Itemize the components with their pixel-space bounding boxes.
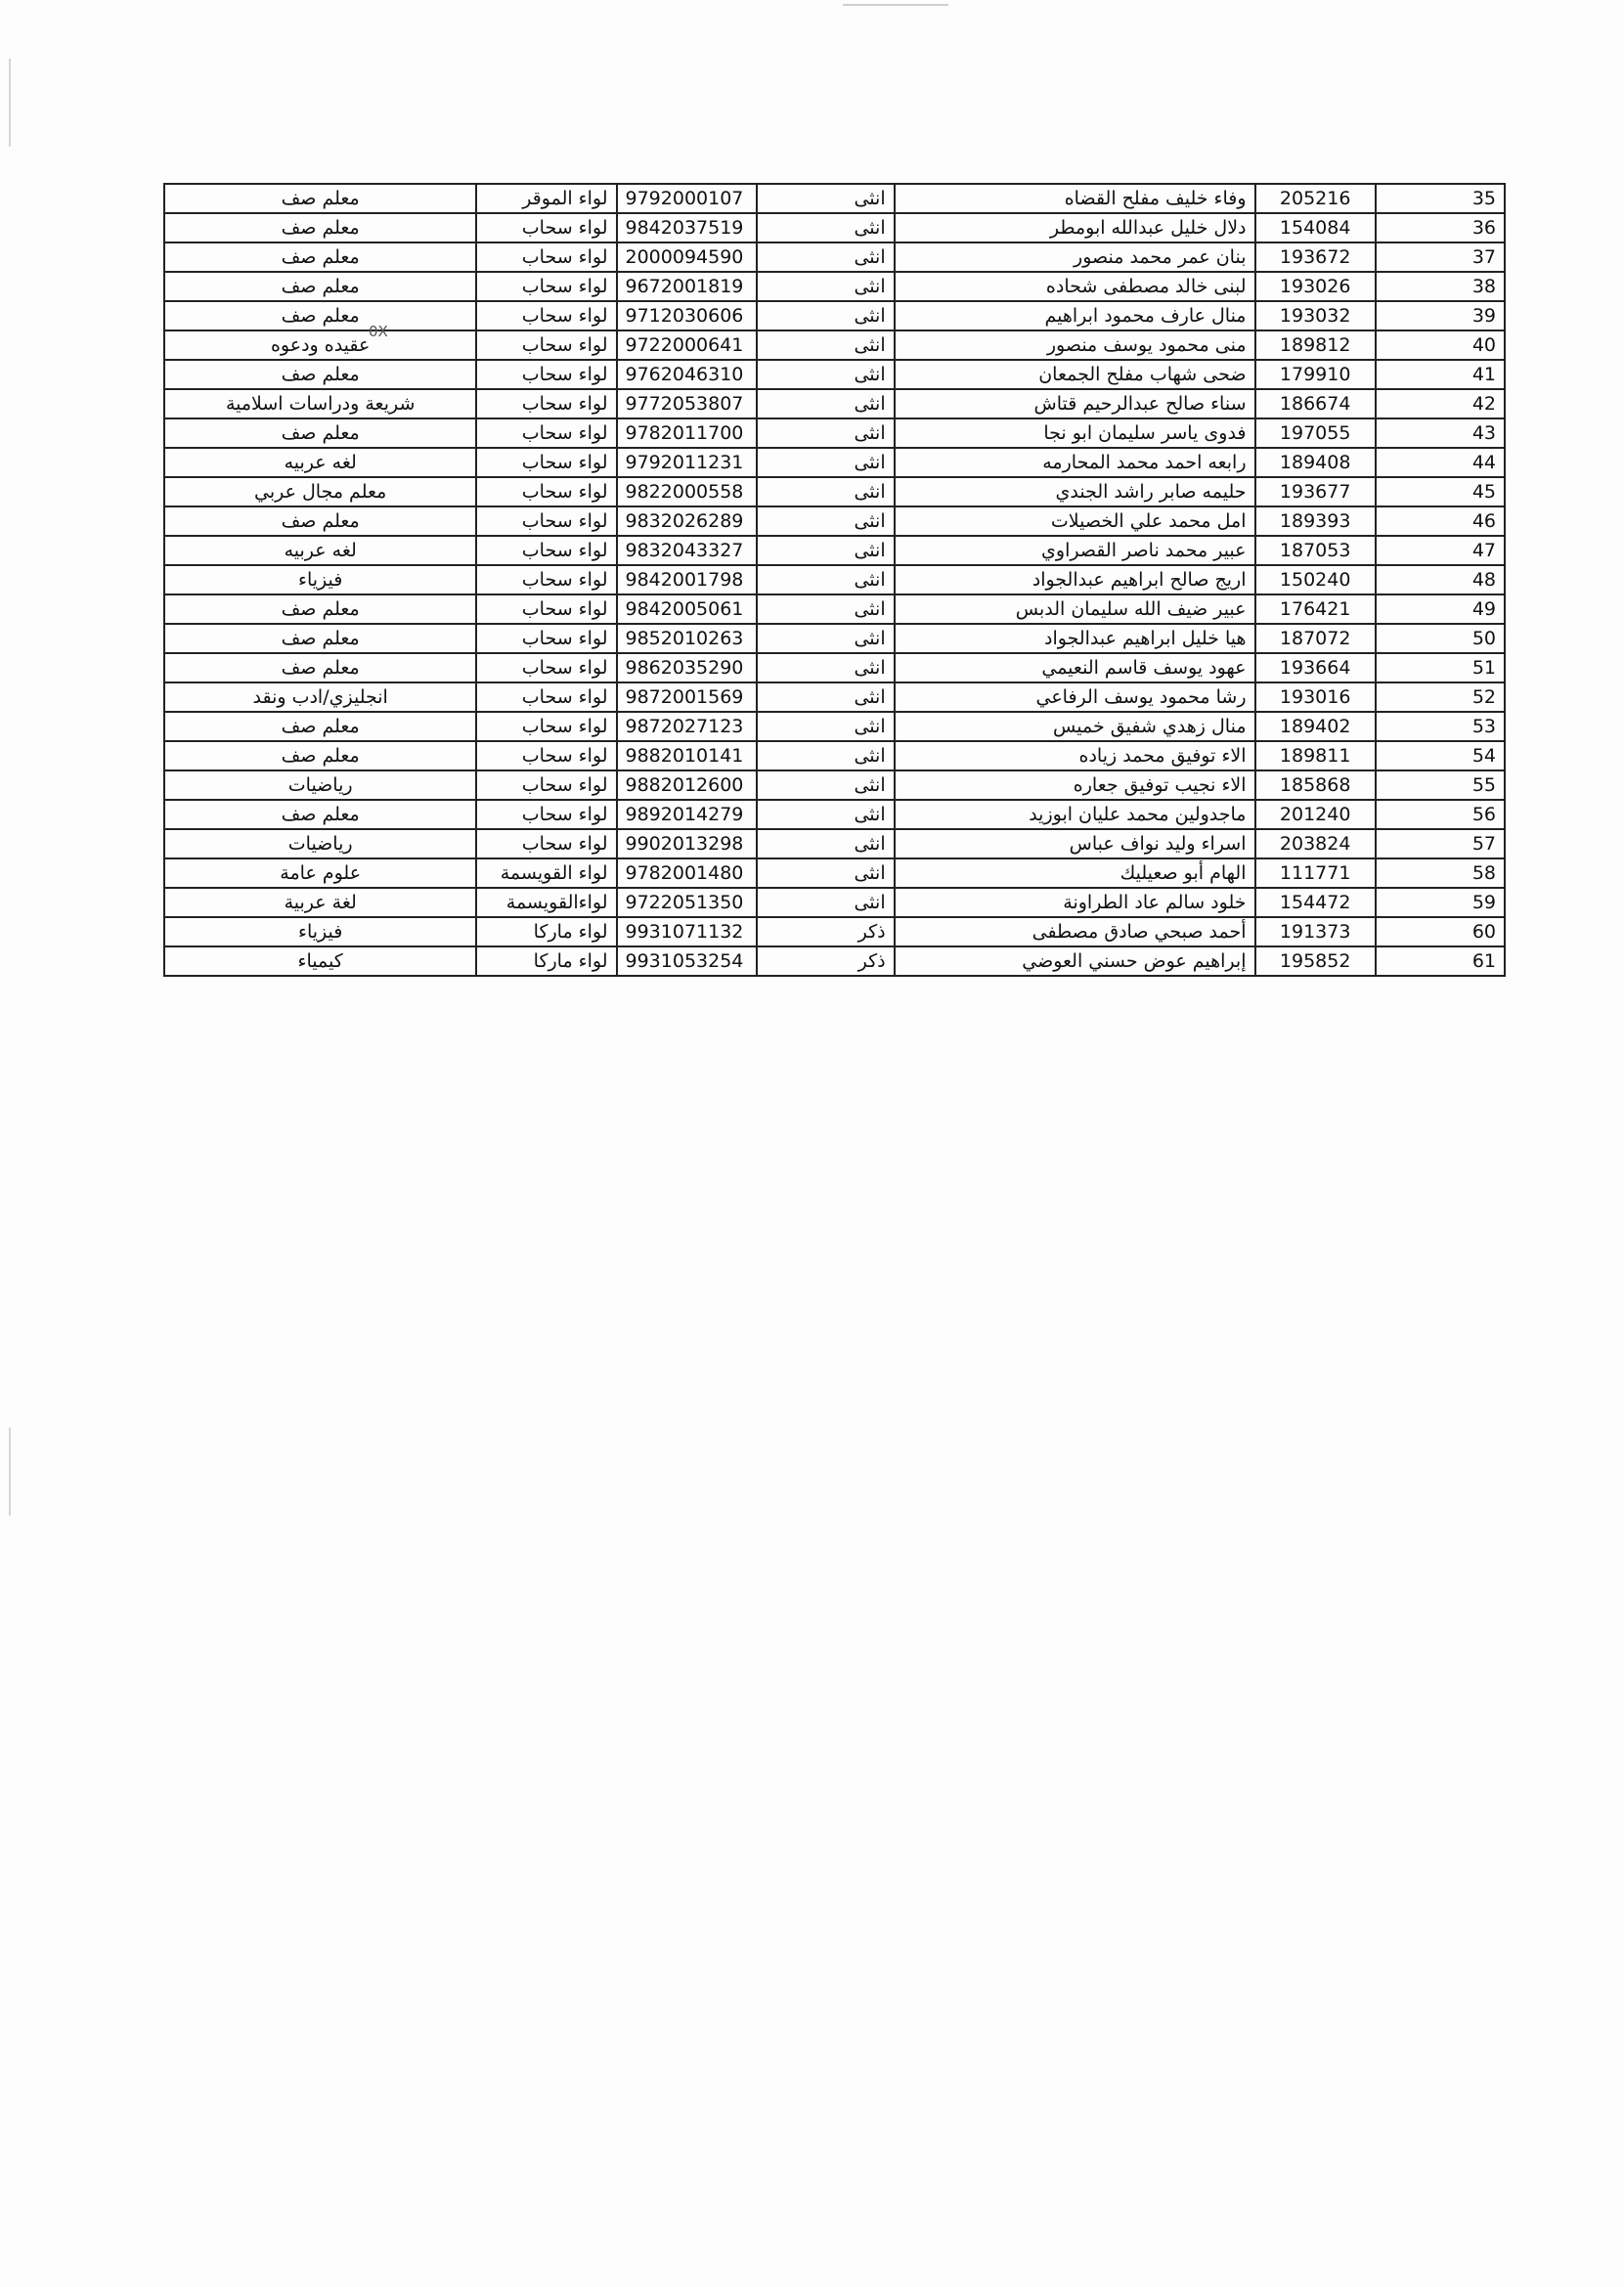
cell-directorate: لواء القويسمة xyxy=(476,858,616,888)
cell-specialty: معلم صف xyxy=(164,213,476,242)
cell-gender: انثى xyxy=(757,858,895,888)
cell-id: 193664 xyxy=(1255,653,1376,682)
table-row xyxy=(164,858,1505,888)
cell-phone: 9792000107 xyxy=(617,184,757,213)
cell-name: الاء نجيب توفيق جعاره xyxy=(895,770,1255,800)
cell-directorate: لواء سحاب xyxy=(476,242,616,272)
cell-gender: انثى xyxy=(757,624,895,653)
cell-id: 187053 xyxy=(1255,536,1376,565)
cell-gender: انثى xyxy=(757,272,895,301)
cell-id: 193026 xyxy=(1255,272,1376,301)
cell-name: لبنى خالد مصطفى شحاده xyxy=(895,272,1255,301)
cell-id: 195852 xyxy=(1255,946,1376,976)
cell-serial-number: 38 xyxy=(1376,272,1505,301)
cell-directorate: لواء سحاب xyxy=(476,624,616,653)
cell-directorate: لواء سحاب xyxy=(476,418,616,448)
cell-directorate: لواء سحاب xyxy=(476,682,616,712)
cell-gender: انثى xyxy=(757,330,895,360)
cell-serial-number: 36 xyxy=(1376,213,1505,242)
cell-phone: 9892014279 xyxy=(617,800,757,829)
cell-name: ماجدولين محمد عليان ابوزيد xyxy=(895,800,1255,829)
cell-directorate: لواء سحاب xyxy=(476,389,616,418)
cell-directorate: لواء سحاب xyxy=(476,594,616,624)
cell-name: اريج صالح ابراهيم عبدالجواد xyxy=(895,565,1255,594)
cell-gender: انثى xyxy=(757,360,895,389)
cell-serial-number: 56 xyxy=(1376,800,1505,829)
cell-name: عبير ضيف الله سليمان الدبس xyxy=(895,594,1255,624)
cell-phone: 9862035290 xyxy=(617,653,757,682)
cell-id: 185868 xyxy=(1255,770,1376,800)
table-row xyxy=(164,213,1505,242)
cell-name: أحمد صبحي صادق مصطفى xyxy=(895,917,1255,946)
cell-directorate: لواء ماركا xyxy=(476,946,616,976)
cell-specialty: معلم صف xyxy=(164,624,476,653)
cell-name: حليمه صابر راشد الجندي xyxy=(895,477,1255,506)
table-row xyxy=(164,418,1505,448)
cell-directorate: لواء سحاب xyxy=(476,213,616,242)
cell-phone: 9842005061 xyxy=(617,594,757,624)
cell-directorate: لواء ماركا xyxy=(476,917,616,946)
cell-gender: انثى xyxy=(757,184,895,213)
cell-specialty: لغه عربيه xyxy=(164,536,476,565)
cell-name: بنان عمر محمد منصور xyxy=(895,242,1255,272)
cell-id: 189408 xyxy=(1255,448,1376,477)
cell-name: ضحى شهاب مفلح الجمعان xyxy=(895,360,1255,389)
roster-body xyxy=(164,184,1505,976)
cell-id: 193032 xyxy=(1255,301,1376,330)
cell-gender: انثى xyxy=(757,301,895,330)
cell-gender: انثى xyxy=(757,242,895,272)
cell-phone: 9782011700 xyxy=(617,418,757,448)
cell-gender: انثى xyxy=(757,888,895,917)
table-row xyxy=(164,946,1505,976)
cell-gender: ذكر xyxy=(757,917,895,946)
table-row xyxy=(164,360,1505,389)
table-row xyxy=(164,565,1505,594)
cell-specialty: معلم صف xyxy=(164,184,476,213)
cell-name: رشا محمود يوسف الرفاعي xyxy=(895,682,1255,712)
cell-name: رابعه احمد محمد المحارمه xyxy=(895,448,1255,477)
cell-gender: انثى xyxy=(757,770,895,800)
cell-directorate: لواءالقويسمة xyxy=(476,888,616,917)
cell-directorate: لواء سحاب xyxy=(476,477,616,506)
cell-name: منى محمود يوسف منصور xyxy=(895,330,1255,360)
cell-id: 193016 xyxy=(1255,682,1376,712)
cell-id: 189812 xyxy=(1255,330,1376,360)
table-row xyxy=(164,242,1505,272)
cell-id: 197055 xyxy=(1255,418,1376,448)
cell-gender: انثى xyxy=(757,741,895,770)
cell-phone: 9772053807 xyxy=(617,389,757,418)
cell-serial-number: 52 xyxy=(1376,682,1505,712)
table-row xyxy=(164,829,1505,858)
cell-id: 186674 xyxy=(1255,389,1376,418)
cell-serial-number: 39 xyxy=(1376,301,1505,330)
cell-gender: انثى xyxy=(757,389,895,418)
cell-specialty: لغه عربيه xyxy=(164,448,476,477)
cell-specialty: معلم صف xyxy=(164,800,476,829)
cell-phone: 9882012600 xyxy=(617,770,757,800)
cell-directorate: لواء سحاب xyxy=(476,712,616,741)
cell-id: 203824 xyxy=(1255,829,1376,858)
cell-specialty: معلم صف xyxy=(164,506,476,536)
cell-specialty: معلم صف xyxy=(164,418,476,448)
cell-specialty: معلم صف xyxy=(164,301,476,330)
cell-id: 154472 xyxy=(1255,888,1376,917)
cell-id: 176421 xyxy=(1255,594,1376,624)
cell-gender: انثى xyxy=(757,653,895,682)
cell-serial-number: 37 xyxy=(1376,242,1505,272)
cell-directorate: لواء سحاب xyxy=(476,360,616,389)
cell-directorate: لواء سحاب xyxy=(476,448,616,477)
cell-specialty: معلم مجال عربي xyxy=(164,477,476,506)
cell-id: 111771 xyxy=(1255,858,1376,888)
cell-serial-number: 58 xyxy=(1376,858,1505,888)
cell-specialty: معلم صف xyxy=(164,653,476,682)
cell-specialty: فيزياء xyxy=(164,917,476,946)
cell-name: عهود يوسف قاسم النعيمي xyxy=(895,653,1255,682)
cell-directorate: لواء سحاب xyxy=(476,272,616,301)
cell-gender: انثى xyxy=(757,565,895,594)
table-row xyxy=(164,594,1505,624)
cell-name: وفاء خليف مفلح القضاه xyxy=(895,184,1255,213)
cell-serial-number: 40 xyxy=(1376,330,1505,360)
cell-phone: 9872027123 xyxy=(617,712,757,741)
cell-serial-number: 59 xyxy=(1376,888,1505,917)
scan-artifact-margin-bottom xyxy=(9,1428,11,1516)
table-row xyxy=(164,624,1505,653)
stray-mark: 0X xyxy=(369,323,388,340)
cell-serial-number: 60 xyxy=(1376,917,1505,946)
table-row xyxy=(164,888,1505,917)
table-row xyxy=(164,917,1505,946)
cell-directorate: لواء سحاب xyxy=(476,330,616,360)
cell-phone: 9672001819 xyxy=(617,272,757,301)
cell-id: 189402 xyxy=(1255,712,1376,741)
cell-id: 187072 xyxy=(1255,624,1376,653)
cell-specialty: معلم صف xyxy=(164,594,476,624)
cell-serial-number: 61 xyxy=(1376,946,1505,976)
cell-serial-number: 44 xyxy=(1376,448,1505,477)
cell-serial-number: 57 xyxy=(1376,829,1505,858)
cell-specialty: عقيده ودعوه xyxy=(164,330,476,360)
cell-id: 205216 xyxy=(1255,184,1376,213)
cell-specialty: رياضيات xyxy=(164,829,476,858)
cell-gender: انثى xyxy=(757,536,895,565)
cell-directorate: لواء سحاب xyxy=(476,565,616,594)
cell-serial-number: 41 xyxy=(1376,360,1505,389)
cell-id: 201240 xyxy=(1255,800,1376,829)
cell-specialty: معلم صف xyxy=(164,242,476,272)
table-row xyxy=(164,800,1505,829)
cell-name: اسراء وليد نواف عباس xyxy=(895,829,1255,858)
cell-name: منال زهدي شفيق خميس xyxy=(895,712,1255,741)
cell-name: فدوى ياسر سليمان ابو نجا xyxy=(895,418,1255,448)
cell-directorate: لواء سحاب xyxy=(476,506,616,536)
cell-gender: انثى xyxy=(757,800,895,829)
cell-gender: انثى xyxy=(757,477,895,506)
cell-serial-number: 49 xyxy=(1376,594,1505,624)
cell-phone: 9931053254 xyxy=(617,946,757,976)
cell-specialty: فيزياء xyxy=(164,565,476,594)
cell-specialty: معلم صف xyxy=(164,741,476,770)
cell-name: إبراهيم عوض حسني العوضي xyxy=(895,946,1255,976)
cell-gender: انثى xyxy=(757,594,895,624)
cell-name: الهام أبو صعيليك xyxy=(895,858,1255,888)
cell-phone: 9722000641 xyxy=(617,330,757,360)
cell-name: خلود سالم عاد الطراونة xyxy=(895,888,1255,917)
cell-phone: 9872001569 xyxy=(617,682,757,712)
table-row xyxy=(164,682,1505,712)
cell-gender: ذكر xyxy=(757,946,895,976)
cell-phone: 9792011231 xyxy=(617,448,757,477)
table-row xyxy=(164,712,1505,741)
cell-specialty: كيمياء xyxy=(164,946,476,976)
cell-phone: 9852010263 xyxy=(617,624,757,653)
cell-phone: 9931071132 xyxy=(617,917,757,946)
cell-phone: 9782001480 xyxy=(617,858,757,888)
cell-specialty: رياضيات xyxy=(164,770,476,800)
cell-directorate: لواء سحاب xyxy=(476,301,616,330)
cell-directorate: لواء الموقر xyxy=(476,184,616,213)
cell-id: 179910 xyxy=(1255,360,1376,389)
cell-directorate: لواء سحاب xyxy=(476,770,616,800)
cell-phone: 9832026289 xyxy=(617,506,757,536)
cell-name: دلال خليل عبدالله ابومطر xyxy=(895,213,1255,242)
cell-specialty: لغة عربية xyxy=(164,888,476,917)
cell-directorate: لواء سحاب xyxy=(476,653,616,682)
cell-specialty: معلم صف xyxy=(164,360,476,389)
cell-serial-number: 43 xyxy=(1376,418,1505,448)
cell-gender: انثى xyxy=(757,418,895,448)
cell-phone: 9822000558 xyxy=(617,477,757,506)
cell-phone: 9832043327 xyxy=(617,536,757,565)
table-row xyxy=(164,448,1505,477)
cell-name: عبير محمد ناصر القصراوي xyxy=(895,536,1255,565)
cell-specialty: انجليزي/ادب ونقد xyxy=(164,682,476,712)
cell-phone: 9842037519 xyxy=(617,213,757,242)
cell-phone: 9902013298 xyxy=(617,829,757,858)
cell-specialty: معلم صف xyxy=(164,272,476,301)
cell-serial-number: 46 xyxy=(1376,506,1505,536)
teacher-roster-table xyxy=(163,183,1506,977)
cell-id: 189393 xyxy=(1255,506,1376,536)
cell-id: 193672 xyxy=(1255,242,1376,272)
cell-serial-number: 47 xyxy=(1376,536,1505,565)
cell-name: سناء صالح عبدالرحيم قتاش xyxy=(895,389,1255,418)
table-row xyxy=(164,653,1505,682)
cell-name: هيا خليل ابراهيم عبدالجواد xyxy=(895,624,1255,653)
cell-serial-number: 48 xyxy=(1376,565,1505,594)
table-row xyxy=(164,330,1505,360)
table-row xyxy=(164,301,1505,330)
cell-directorate: لواء سحاب xyxy=(476,800,616,829)
cell-name: امل محمد علي الخصيلات xyxy=(895,506,1255,536)
scan-artifact-margin-top xyxy=(9,59,11,147)
cell-specialty: شريعة ودراسات اسلامية xyxy=(164,389,476,418)
table-row xyxy=(164,272,1505,301)
cell-gender: انثى xyxy=(757,448,895,477)
cell-phone: 9762046310 xyxy=(617,360,757,389)
cell-name: منال عارف محمود ابراهيم xyxy=(895,301,1255,330)
cell-gender: انثى xyxy=(757,682,895,712)
cell-serial-number: 51 xyxy=(1376,653,1505,682)
cell-phone: 2000094590 xyxy=(617,242,757,272)
cell-id: 191373 xyxy=(1255,917,1376,946)
cell-specialty: معلم صف xyxy=(164,712,476,741)
cell-directorate: لواء سحاب xyxy=(476,829,616,858)
cell-gender: انثى xyxy=(757,213,895,242)
cell-directorate: لواء سحاب xyxy=(476,536,616,565)
cell-phone: 9722051350 xyxy=(617,888,757,917)
cell-phone: 9842001798 xyxy=(617,565,757,594)
table-row xyxy=(164,477,1505,506)
cell-serial-number: 35 xyxy=(1376,184,1505,213)
table-row xyxy=(164,506,1505,536)
table-row xyxy=(164,389,1505,418)
cell-phone: 9712030606 xyxy=(617,301,757,330)
table-row xyxy=(164,536,1505,565)
cell-specialty: علوم عامة xyxy=(164,858,476,888)
cell-gender: انثى xyxy=(757,712,895,741)
cell-id: 150240 xyxy=(1255,565,1376,594)
cell-phone: 9882010141 xyxy=(617,741,757,770)
cell-serial-number: 50 xyxy=(1376,624,1505,653)
table-row xyxy=(164,184,1505,213)
cell-directorate: لواء سحاب xyxy=(476,741,616,770)
cell-serial-number: 53 xyxy=(1376,712,1505,741)
cell-id: 189811 xyxy=(1255,741,1376,770)
cell-name: الاء توفيق محمد زياده xyxy=(895,741,1255,770)
table-row xyxy=(164,741,1505,770)
cell-serial-number: 55 xyxy=(1376,770,1505,800)
cell-serial-number: 45 xyxy=(1376,477,1505,506)
cell-id: 193677 xyxy=(1255,477,1376,506)
table-row xyxy=(164,770,1505,800)
cell-gender: انثى xyxy=(757,506,895,536)
cell-serial-number: 42 xyxy=(1376,389,1505,418)
cell-serial-number: 54 xyxy=(1376,741,1505,770)
cell-id: 154084 xyxy=(1255,213,1376,242)
cell-gender: انثى xyxy=(757,829,895,858)
scan-artifact-top xyxy=(843,4,948,6)
